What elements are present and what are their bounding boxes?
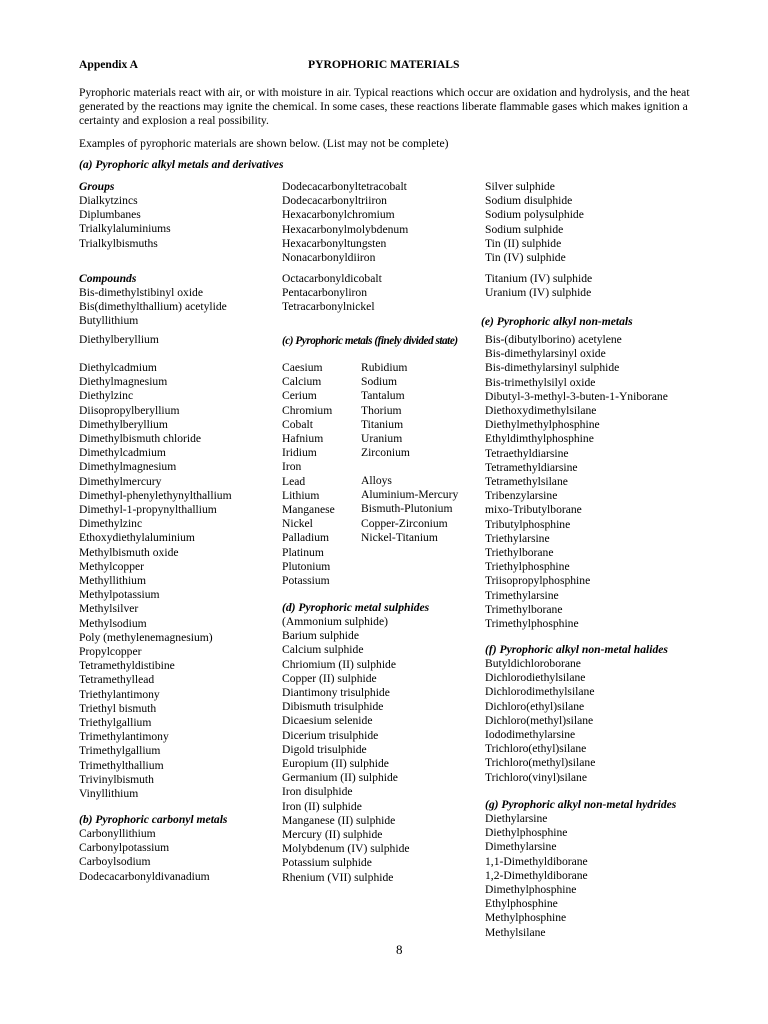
list-item: Trimethylgallium — [79, 744, 161, 758]
list-item: Dichlorodiethylsilane — [485, 671, 586, 685]
list-item: Dimethylmercury — [79, 474, 162, 488]
list-item: Carbonylpotassium — [79, 841, 170, 855]
list-item: Calcium — [282, 375, 322, 389]
metals-list-left — [282, 361, 335, 588]
list-item: Nickel — [282, 517, 313, 531]
list-item: Caesium — [282, 361, 323, 374]
list-item: Triethyl bismuth — [79, 701, 157, 715]
list-item: Bis-dimethylarsinyl sulphide — [485, 361, 620, 375]
list-item: Titanium — [361, 417, 404, 431]
list-item: Dimethylphosphine — [485, 883, 577, 897]
list-item: Ethylphosphine — [485, 897, 558, 911]
list-item: Tin (II) sulphide — [485, 236, 562, 250]
section-e-heading: (e) Pyrophoric alkyl non-metals — [481, 315, 633, 328]
list-item: Dimethylcadmium — [79, 446, 166, 460]
list-item: Diethylarsine — [485, 812, 548, 825]
section-c-heading: (c) Pyrophoric metals (finely divided state) — [282, 335, 458, 347]
list-item: Dichloro(ethyl)silane — [485, 699, 585, 713]
list-item: Methylsilane — [485, 925, 546, 939]
list-item: Molybdenum (IV) sulphide — [282, 842, 410, 856]
list-item: Uranium (IV) sulphide — [485, 286, 592, 300]
appendix-label: Appendix A — [79, 58, 138, 71]
list-item: 1,2-Dimethyldiborane — [485, 868, 588, 882]
section-g-heading: (g) Pyrophoric alkyl non-metal hydrides — [485, 798, 677, 811]
list-item: Triisopropylphosphine — [485, 574, 591, 588]
list-item: Triethylgallium — [79, 716, 152, 730]
list-item: Sodium sulphide — [485, 222, 564, 236]
list-item: Sodium disulphide — [485, 194, 573, 208]
list-item: Methyllithium — [79, 574, 146, 588]
list-item: Dimethylmagnesium — [79, 460, 177, 474]
list-item: Iron — [282, 460, 302, 474]
compounds-list-3 — [79, 361, 232, 801]
list-item: Bis-(dibutylborino) acetylene — [485, 333, 622, 346]
list-item: Tantalum — [361, 389, 405, 403]
list-item: Hexacarbonylmolybdenum — [282, 222, 409, 236]
list-item: Lithium — [282, 488, 320, 502]
examples-note: Examples of pyrophoric materials are shown below. (List may not be complete) — [79, 137, 449, 150]
list-item: Diethoxydimethylsilane — [485, 404, 597, 418]
list-item: Dodecacarbonyldivanadium — [79, 869, 210, 883]
list-item: Dodecacarbonyltetracobalt — [282, 180, 407, 193]
list-item: 1,1-Dimethyldiborane — [485, 854, 588, 868]
list-item: Diethylmethylphosphine — [485, 418, 600, 432]
list-item: Diethylberyllium — [79, 333, 159, 346]
list-item: Propylcopper — [79, 645, 142, 659]
list-item: Zirconium — [361, 446, 410, 460]
list-item: Nonacarbonyldiiron — [282, 251, 376, 265]
list-item: Trivinylbismuth — [79, 772, 154, 786]
metals-list-right — [361, 361, 410, 460]
list-item: Manganese — [282, 503, 335, 517]
list-item: Dimethylarsine — [485, 840, 557, 854]
list-item: Vinyllithium — [79, 787, 139, 801]
list-item: Dibismuth trisulphide — [282, 700, 384, 714]
list-item: Tetramethyldistibine — [79, 659, 175, 673]
list-item: Dimethylberyllium — [79, 417, 168, 431]
list-item: Hexacarbonyltungsten — [282, 236, 387, 250]
list-item: Barium sulphide — [282, 629, 359, 643]
section-f-list — [485, 657, 595, 785]
list-item: (Ammonium sulphide) — [282, 615, 388, 628]
section-b-list-2 — [282, 180, 408, 265]
groups-heading: Groups — [79, 180, 115, 193]
list-item: Rhenium (VII) sulphide — [282, 870, 394, 884]
list-item: Trimethylantimony — [79, 730, 169, 744]
list-item: Dodecacarbonyltriiron — [282, 194, 387, 208]
section-d-heading: (d) Pyrophoric metal sulphides — [282, 601, 430, 614]
list-item: Digold trisulphide — [282, 742, 367, 756]
list-item: Triethylantimony — [79, 687, 160, 701]
list-item: Dimethylbismuth chloride — [79, 432, 202, 446]
list-item: Copper-Zirconium — [361, 516, 448, 530]
list-item: Dimethyl-1-propynylthallium — [79, 503, 217, 517]
list-item: Titanium (IV) sulphide — [485, 272, 593, 285]
list-item: Triethylphosphine — [485, 560, 570, 574]
list-item: Chromium — [282, 403, 333, 417]
section-f-heading: (f) Pyrophoric alkyl non-metal halides — [485, 643, 668, 656]
list-item: Carboylsodium — [79, 855, 151, 869]
groups-list — [79, 194, 171, 251]
list-item: Thorium — [361, 403, 402, 417]
list-item: Bis-trimethylsilyl oxide — [485, 375, 596, 389]
list-item: Diantimony trisulphide — [282, 686, 390, 700]
list-item: Trialkylaluminiums — [79, 222, 171, 236]
section-b-heading: (b) Pyrophoric carbonyl metals — [79, 813, 228, 826]
alloys-list — [361, 474, 458, 545]
section-d-list-1 — [282, 615, 410, 885]
list-item: Carbonyllithium — [79, 827, 156, 840]
intro-paragraph: Pyrophoric materials react with air, or with moisture in air. Typical reactions which occur are oxidation and hydrolysis, and the heat generated by the reactions may ignite the chemical. In some cases, these reactions liberate flammable gases which makes ignition a certainty and explosion a real possibility. — [79, 86, 690, 128]
list-item: Dichlorodimethylsilane — [485, 685, 595, 699]
list-item: Methylsilver — [79, 602, 139, 616]
list-item: Pentacarbonyliron — [282, 286, 367, 300]
list-item: Manganese (II) sulphide — [282, 813, 396, 827]
list-item: Dichloro(methyl)silane — [485, 713, 594, 727]
list-item: Dialkytzincs — [79, 194, 138, 207]
list-item: Silver sulphide — [485, 180, 555, 193]
list-item: Poly (methylenemagnesium) — [79, 630, 213, 644]
list-item: Tetramethyllead — [79, 673, 155, 687]
list-item: Trimethylborane — [485, 602, 563, 616]
list-item: Methylsodium — [79, 616, 147, 630]
list-item: Lead — [282, 474, 306, 488]
list-item: Hafnium — [282, 432, 324, 446]
list-item: Cobalt — [282, 417, 313, 431]
list-item: Sodium polysulphide — [485, 208, 584, 222]
list-item: Rubidium — [361, 361, 408, 374]
list-item: Nickel-Titanium — [361, 530, 438, 544]
list-item: Tetraethyldiarsine — [485, 446, 569, 460]
list-item: Bismuth-Plutonium — [361, 502, 453, 516]
list-item: Palladium — [282, 531, 330, 545]
list-item: Methylbismuth oxide — [79, 545, 179, 559]
list-item: Aluminium-Mercury — [361, 488, 459, 502]
list-item: Diethylphosphine — [485, 826, 568, 840]
list-item: Tetramethyldiarsine — [485, 460, 578, 474]
list-item: Diplumbanes — [79, 208, 141, 222]
list-item: Sodium — [361, 375, 398, 389]
section-b-list-1 — [79, 827, 210, 884]
list-item: Iron disulphide — [282, 785, 353, 799]
list-item: Calcium sulphide — [282, 643, 364, 657]
list-item: Trimethylthallium — [79, 758, 164, 772]
list-item: Diisopropylberyllium — [79, 403, 180, 417]
list-item: Trialkylbismuths — [79, 236, 158, 250]
list-item: Chriomium (II) sulphide — [282, 657, 396, 671]
list-item: Trimethylarsine — [485, 588, 559, 602]
list-item: Diethylmagnesium — [79, 375, 168, 389]
list-item: Tetramethylsilane — [485, 475, 568, 489]
section-g-list — [485, 812, 588, 940]
list-item: Triethylarsine — [485, 531, 550, 545]
section-a-heading: (a) Pyrophoric alkyl metals and derivatives — [79, 158, 284, 171]
list-item: Platinum — [282, 545, 324, 559]
list-item: Butyldichloroborane — [485, 657, 581, 670]
list-item: Tetracarbonylnickel — [282, 300, 375, 314]
section-d-list-2 — [485, 180, 584, 265]
page-title: PYROPHORIC MATERIALS — [308, 58, 460, 71]
list-item: Dibutyl-3-methyl-3-buten-1-Yniborane — [485, 389, 668, 403]
list-item: Bis-dimethylstibinyl oxide — [79, 286, 203, 299]
list-item: Diethylcadmium — [79, 361, 157, 374]
list-item: Tin (IV) sulphide — [485, 251, 566, 265]
list-item: Methylcopper — [79, 559, 145, 573]
list-item: Octacarbonyldicobalt — [282, 272, 382, 285]
list-item: Methylpotassium — [79, 588, 160, 602]
list-item: Tributylphosphine — [485, 517, 571, 531]
list-item: Bis-dimethylarsinyl oxide — [485, 347, 606, 361]
list-item: Dimethyl-phenylethynylthallium — [79, 488, 232, 502]
list-item: Ethyldimthylphosphine — [485, 432, 594, 446]
list-item: Methylphosphine — [485, 911, 567, 925]
list-item: Iridium — [282, 446, 317, 460]
section-e-list — [485, 333, 668, 631]
list-item: Dicaesium selenide — [282, 714, 373, 728]
compounds-list-1 — [79, 286, 227, 329]
list-item: Triethylborane — [485, 546, 554, 560]
list-item: Ethoxydiethylaluminium — [79, 531, 195, 545]
list-item: Potassium — [282, 574, 330, 588]
list-item: Hexacarbonylchromium — [282, 208, 395, 222]
page-number: 8 — [396, 942, 403, 957]
list-item: Dicerium trisulphide — [282, 728, 379, 742]
list-item: Iron (II) sulphide — [282, 799, 362, 813]
compounds-heading: Compounds — [79, 272, 137, 285]
list-item: Trichloro(vinyl)silane — [485, 770, 587, 784]
list-item: Iododimethylarsine — [485, 728, 576, 742]
list-item: Tribenzylarsine — [485, 489, 558, 503]
list-item: Mercury (II) sulphide — [282, 828, 383, 842]
list-item: Dimethylzinc — [79, 517, 143, 531]
list-item: Trichloro(ethyl)silane — [485, 742, 587, 756]
compounds-list-2 — [79, 333, 159, 347]
section-b-list-3 — [282, 272, 382, 315]
list-item: Cerium — [282, 389, 317, 403]
list-item: Germanium (II) sulphide — [282, 771, 398, 785]
list-item: Alloys — [361, 474, 392, 487]
list-item: Trimethylphosphine — [485, 617, 579, 631]
list-item: Bis(dimethylthallium) acetylide — [79, 300, 227, 314]
section-d-list-3 — [485, 272, 592, 300]
list-item: Trichloro(methyl)silane — [485, 756, 596, 770]
list-item: Copper (II) sulphide — [282, 671, 377, 685]
list-item: Butyllithium — [79, 314, 139, 328]
list-item: mixo-Tributylborane — [485, 503, 582, 517]
list-item: Diethylzinc — [79, 389, 134, 403]
list-item: Plutonium — [282, 559, 331, 573]
list-item: Uranium — [361, 432, 403, 446]
list-item: Europium (II) sulphide — [282, 757, 389, 771]
list-item: Potassium sulphide — [282, 856, 372, 870]
